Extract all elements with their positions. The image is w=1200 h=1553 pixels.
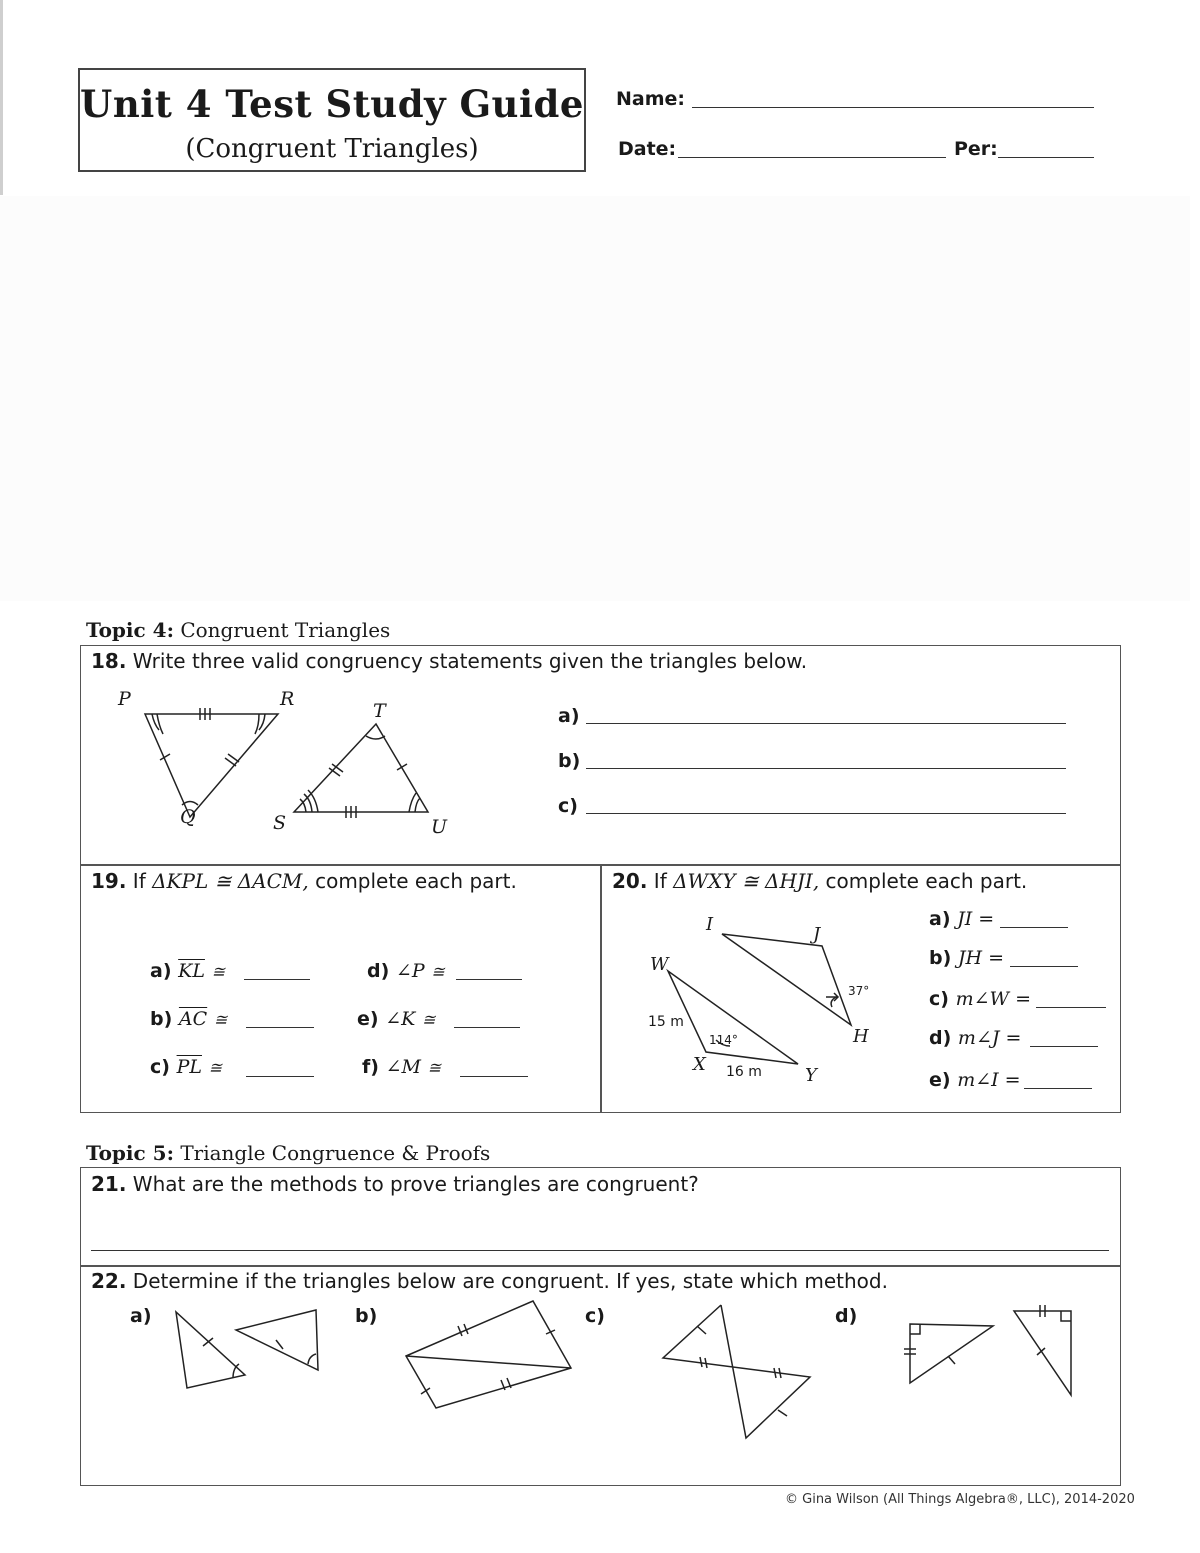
q22-number: 22.	[91, 1269, 127, 1293]
q19-part-a-expr: $\overline{KL}$	[178, 960, 205, 982]
vertex-q: Q	[180, 806, 196, 828]
name-label: Name:	[616, 88, 686, 110]
q21-text: What are the methods to prove triangles are congruent?	[132, 1172, 699, 1196]
q20-part-a-label: a)	[929, 908, 951, 930]
q20-number: 20.	[612, 869, 648, 893]
q18-answer-b-label: b)	[558, 750, 581, 772]
q20-part-e-label: e)	[929, 1069, 951, 1091]
q19-part-d-label: d)	[367, 960, 390, 982]
q19-part-d-op: ≅	[431, 962, 445, 981]
vertex-y: Y	[805, 1065, 817, 1086]
q19-part-d-expr: ∠P	[395, 960, 425, 982]
q20-part-a-expr: JI =	[957, 908, 995, 930]
q19-part-b-expr: $\overline{AC}$	[178, 1008, 208, 1030]
vertex-i: I	[706, 914, 714, 935]
q19-statement: ΔKPL ≅ ΔACM,	[152, 869, 309, 893]
vertex-t: T	[373, 700, 386, 722]
q22-part-a-label: a)	[130, 1305, 152, 1327]
q19-part-c-label: c)	[150, 1056, 170, 1078]
q19-part-b-label: b)	[150, 1008, 173, 1030]
q22-figure-d	[904, 1305, 1071, 1395]
q18-number: 18.	[91, 649, 127, 673]
q19-part-c-op: ≅	[208, 1058, 223, 1077]
q20-part-c-expr: m∠W =	[955, 988, 1032, 1010]
copyright-footer: © Gina Wilson (All Things Algebra®, LLC), 2014-2020	[785, 1492, 1135, 1507]
page-subtitle: (Congruent Triangles)	[185, 134, 479, 164]
q19-suffix: complete each part.	[315, 869, 517, 893]
vertex-u: U	[431, 816, 448, 838]
side-wx-value: 15 m	[648, 1014, 684, 1030]
q19-part-f-expr: ∠M	[385, 1056, 421, 1078]
q19-part-e-label: e)	[357, 1008, 379, 1030]
q19-part-a-label: a)	[150, 960, 172, 982]
topic5-title: Triangle Congruence & Proofs	[180, 1141, 491, 1165]
q20-prefix: If	[653, 869, 667, 893]
q22-figure-a	[176, 1310, 318, 1388]
q19-part-a-op: ≅	[211, 962, 225, 981]
q18-answer-a-label: a)	[558, 705, 580, 727]
q22-figure-c	[663, 1305, 810, 1438]
q20-part-d-expr: m∠J =	[957, 1027, 1022, 1049]
topic4-label: Topic 4:	[86, 618, 174, 642]
vertex-p: P	[118, 688, 131, 710]
q19-part-e-op: ≅	[421, 1010, 436, 1029]
date-label: Date:	[618, 138, 677, 160]
page-title: Unit 4 Test Study Guide	[80, 82, 584, 126]
q22-text: Determine if the triangles below are congruent. If yes, state which method.	[132, 1269, 888, 1293]
vertex-s: S	[273, 812, 287, 834]
q20-part-b-expr: JH =	[957, 947, 1005, 969]
q20-part-e-expr: m∠I =	[957, 1069, 1021, 1091]
q22-figure-b	[406, 1301, 571, 1408]
topic5-label: Topic 5:	[86, 1141, 174, 1165]
q20-part-c-label: c)	[929, 988, 949, 1010]
q19-part-f-label: f)	[362, 1056, 379, 1078]
q19-prefix: If	[132, 869, 146, 893]
vertex-h: H	[853, 1026, 869, 1047]
q22-part-c-label: c)	[585, 1305, 605, 1327]
period-label: Per:	[954, 138, 998, 160]
q19-part-c-expr: $\overline{PL}$	[176, 1056, 202, 1078]
side-xy-value: 16 m	[726, 1064, 762, 1080]
angle-h-value: 37°	[848, 984, 870, 998]
q21-number: 21.	[91, 1172, 127, 1196]
q19-part-f-op: ≅	[427, 1058, 441, 1077]
vertex-j: J	[813, 924, 821, 945]
q20-statement: ΔWXY ≅ ΔHJI,	[673, 869, 820, 893]
topic4-title: Congruent Triangles	[180, 618, 391, 642]
angle-x-value: 114°	[709, 1033, 738, 1047]
q22-part-b-label: b)	[355, 1305, 378, 1327]
vertex-r: R	[280, 688, 295, 710]
q20-part-d-label: d)	[929, 1027, 952, 1049]
q18-text: Write three valid congruency statements given the triangles below.	[132, 649, 808, 673]
q22-part-d-label: d)	[835, 1305, 858, 1327]
q19-number: 19.	[91, 869, 127, 893]
vertex-w: W	[650, 954, 669, 975]
q20-part-b-label: b)	[929, 947, 952, 969]
q20-suffix: complete each part.	[825, 869, 1028, 893]
vertex-x: X	[693, 1054, 706, 1075]
q19-part-e-expr: ∠K	[385, 1008, 416, 1030]
q18-answer-c-label: c)	[558, 795, 578, 817]
q19-part-b-op: ≅	[213, 1010, 228, 1029]
